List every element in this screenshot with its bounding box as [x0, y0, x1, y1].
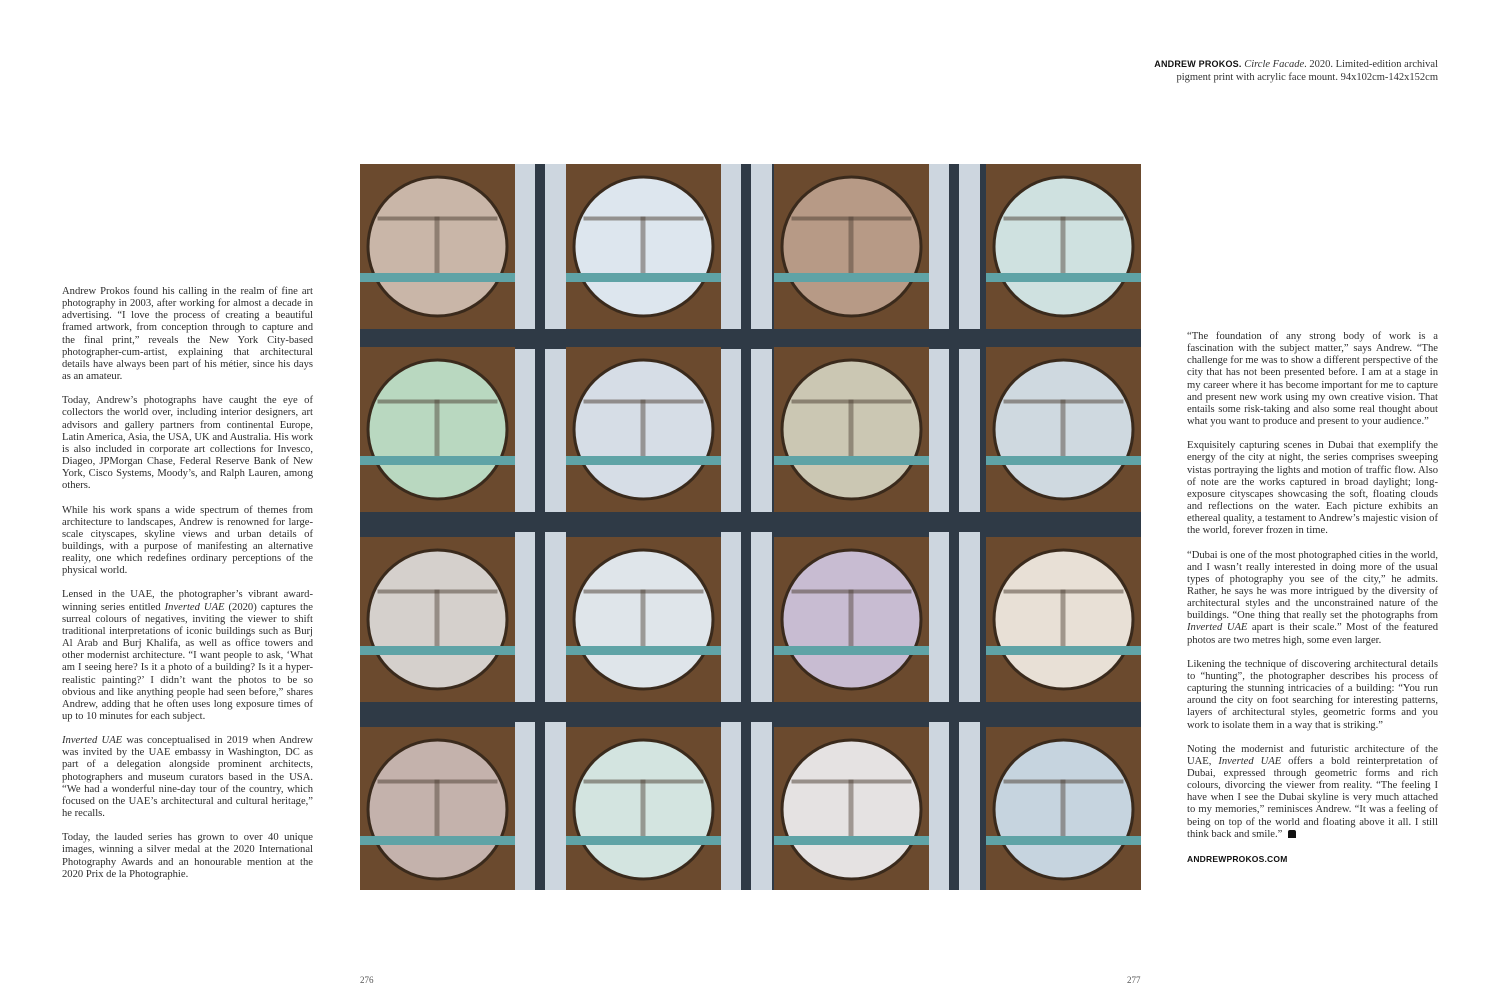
right-paragraph: Exquisitely capturing scenes in Dubai that exemplify the energy of the city at night, the series comprises sweeping vistas portraying the lights and motion of traffic flow. Also of note are the works captured in broad daylight; long-exposure cityscapes showcasing the soft, floating clouds and reflections on the water. Each picture exhibits an ethereal quality, a testament to Andrew’s majestic vision of the world, forever frozen in time. [1187, 440, 1438, 537]
text-span: Noting the modernist and futuristic architecture of the UAE, [1187, 743, 1438, 767]
balcony-ledge [774, 273, 929, 282]
series-title: Inverted UAE [62, 735, 123, 747]
caption-details-2: pigment print with acrylic face mount. 94x102cm-142x152cm [1176, 72, 1438, 83]
right-paragraph: “The foundation of any strong body of work is a fascination with the subject matter,” says Andrew. “The challenge for me was to show a different perspective of the city that has not been presented before. I am at a stage in my career where it has become important for me to capture and present new work using my own creative vision. That entails some risk-taking and also some real thought about what you want to produce and present to your audience.” [1187, 331, 1438, 428]
balcony-ledge [360, 273, 515, 282]
window-mullion [1061, 400, 1066, 460]
window-mullion [641, 590, 646, 650]
balcony-ledge [566, 836, 721, 845]
balcony-ledge [360, 836, 515, 845]
balcony-ledge [774, 456, 929, 465]
photo-caption [1138, 58, 1438, 84]
window-mullion [1061, 590, 1066, 650]
balcony-ledge [360, 646, 515, 655]
balcony-ledge [360, 456, 515, 465]
left-paragraph [62, 735, 313, 820]
series-title: Inverted UAE [1218, 755, 1282, 767]
right-text-column [1187, 331, 1438, 865]
page-number-right: 277 [1127, 975, 1141, 985]
balcony-ledge [774, 836, 929, 845]
balcony-ledge [986, 836, 1141, 845]
balcony-ledge [774, 646, 929, 655]
left-paragraph [62, 589, 313, 723]
text-span: Lensed in the UAE, the photographer’s vibrant award-winning series entitled [62, 589, 313, 613]
window-mullion [435, 590, 440, 650]
window-mullion [641, 780, 646, 840]
website-link[interactable]: ANDREWPROKOS.COM [1187, 853, 1288, 864]
series-title: Inverted UAE [164, 601, 225, 613]
text-span: (2020) captures the surreal colours of negatives, inviting the viewer to shift traditional interpretations of iconic buildings such as Burj Al Arab and Burj Khalifa, as well as office towers and other modernist architecture. “I want people to ask, ‘What am I seeing here? Is it a photo of a building? Is it a hyper-realistic painting?’ I didn’t want the photos to be so obvious and like anything people had seen before,” shares Andrew, adding that he often uses long exposure times of up to 10 minutes for each subject. [62, 601, 313, 722]
balcony-ledge [986, 456, 1141, 465]
left-paragraph: Today, the lauded series has grown to over 40 unique images, winning a silver medal at the 2020 International Photography Awards and an honourable mention at the 2020 Prix de la Photographie. [62, 832, 313, 880]
window-mullion [849, 400, 854, 460]
series-title: Inverted UAE [1187, 622, 1248, 634]
window-mullion [849, 217, 854, 277]
right-paragraph: Likening the technique of discovering architectural details to “hunting”, the photographer describes his process of capturing the stunning intricacies of a building: “You run around the city on foot searching for interesting patterns, layers of architectural styles, geometric forms and you work to isolate them in a way that is striking.” [1187, 658, 1438, 731]
left-paragraph: Andrew Prokos found his calling in the realm of fine art photography in 2003, after working for almost a decade in advertising. “I love the process of creating a beautiful framed artwork, from conception through to capture and the final print,” reveals the New York City-based photographer-cum-artist, explaining that architectural details have always been part of his métier, since his days as an amateur. [62, 286, 313, 383]
window-mullion [435, 217, 440, 277]
window-mullion [849, 780, 854, 840]
caption-details-1: . 2020. Limited-edition archival [1304, 59, 1438, 70]
facade-beam [360, 702, 1141, 722]
text-span: was conceptualised in 2019 when Andrew was invited by the UAE embassy in Washington, DC as part of a delegation alongside prominent architects, photographers and museum curators based in the USA. “We had a wonderful nine-day tour of the country, which focused on the UAE’s architectural and cultural heritage,” he recalls. [62, 735, 313, 820]
circle-facade-photograph [360, 164, 1141, 890]
window-mullion [849, 590, 854, 650]
balcony-ledge [986, 646, 1141, 655]
window-mullion [641, 400, 646, 460]
caption-artist: ANDREW PROKOS. [1154, 59, 1242, 69]
text-span: offers a bold reinterpretation of Dubai, expressed through geometric forms and rich colours, divorcing the viewer from reality. “The feeling I have when I see the Dubai skyline is very much attached to my memories,” reminisces Andrew. “It was a feeling of being on top of the world and floating above it all. I still think back and smile.” [1187, 755, 1438, 840]
facade-beam [360, 329, 1141, 349]
text-span: “Dubai is one of the most photographed cities in the world, and I wasn’t really interested in doing more of the usual types of photography you see of the city,” he admits. Rather, he says he was more intrigued by the diversity of architectural styles and the unconstrained nature of the buildings. “One thing that really set the photographs from [1187, 549, 1438, 622]
facade-beam [360, 512, 1141, 532]
window-mullion [435, 780, 440, 840]
page-number-left: 276 [360, 975, 374, 985]
right-paragraph [1187, 744, 1438, 841]
window-mullion [641, 217, 646, 277]
left-paragraph: Today, Andrew’s photographs have caught the eye of collectors the world over, including interior designers, art advisors and gallery partners from continental Europe, Latin America, Asia, the USA, UK and Australia. His work is also included in corporate art collections for Invesco, Diageo, JPMorgan Chase, Federal Reserve Bank of New York, Cisco Systems, Moody’s, and Ralph Lauren, among others. [62, 395, 313, 492]
window-mullion [1061, 780, 1066, 840]
window-mullion [435, 400, 440, 460]
left-text-column [62, 286, 313, 893]
balcony-ledge [566, 273, 721, 282]
balcony-ledge [986, 273, 1141, 282]
balcony-ledge [566, 456, 721, 465]
photo-graphic [360, 164, 1141, 890]
left-paragraph: While his work spans a wide spectrum of themes from architecture to landscapes, Andrew is renowned for large-scale cityscapes, skyline views and urban details of buildings, with a purpose of manifesting an alternative reality, one which redefines ordinary perceptions of the physical world. [62, 504, 313, 577]
end-mark-icon [1288, 830, 1296, 838]
right-paragraph [1187, 550, 1438, 647]
window-mullion [1061, 217, 1066, 277]
text-span: apart is their scale.” Most of the featured photos are two metres high, some even larger. [1187, 622, 1438, 646]
caption-title: Circle Facade [1244, 59, 1305, 70]
balcony-ledge [566, 646, 721, 655]
